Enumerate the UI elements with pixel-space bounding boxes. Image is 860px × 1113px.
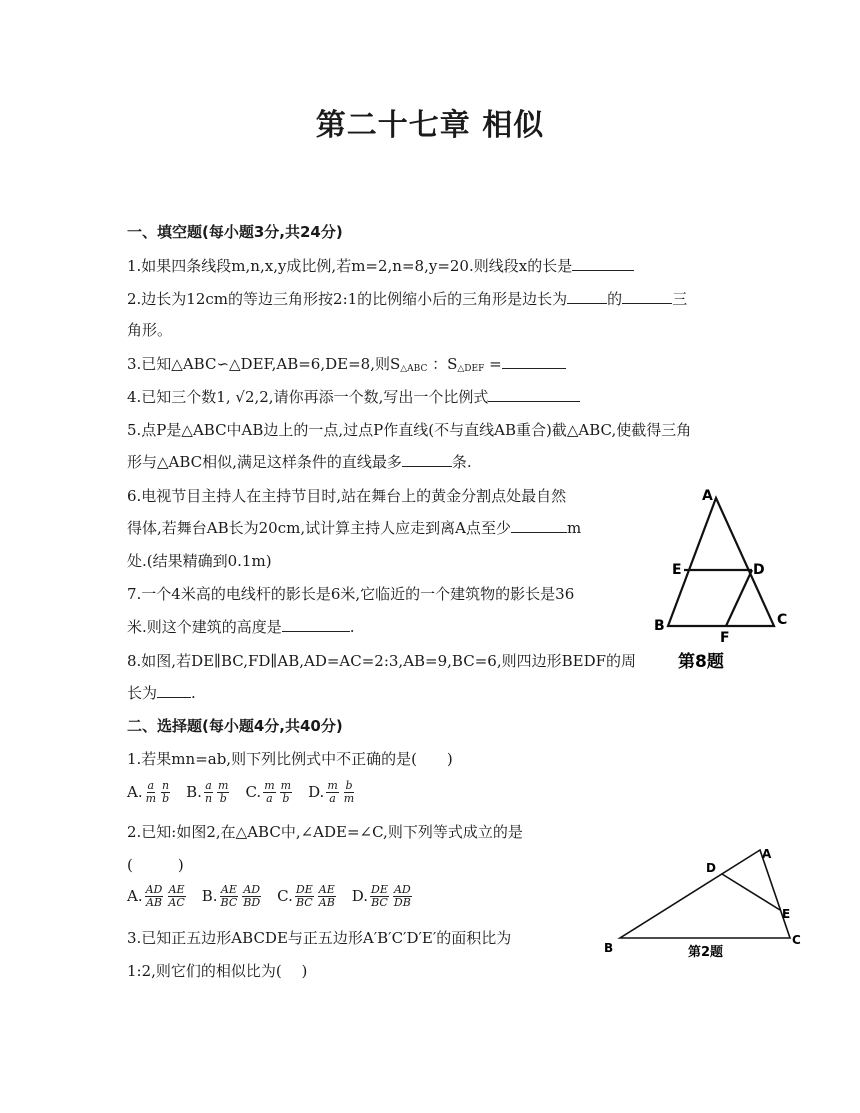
denominator: a	[266, 792, 273, 805]
figure-2-caption: 第2题	[688, 945, 724, 960]
figure-8-diagram	[640, 480, 800, 680]
denominator: BC	[220, 896, 238, 909]
fraction	[295, 884, 314, 909]
fraction	[326, 780, 338, 805]
choice-question-1-options	[127, 780, 371, 808]
label-b: B	[654, 618, 665, 634]
numerator: m	[218, 779, 229, 792]
choice-question-2-bracket: ( )	[127, 856, 184, 874]
label-f: F	[720, 630, 730, 646]
fraction	[167, 884, 185, 909]
fraction	[280, 780, 292, 805]
answer-blank[interactable]	[488, 387, 580, 402]
label-d: D	[706, 861, 716, 875]
denominator: BC	[295, 896, 313, 909]
denominator: b	[219, 792, 227, 805]
q4-text: 4.已知三个数1, √2,2,请你再添一个数,写出一个比例式	[127, 388, 489, 406]
label-b: B	[604, 941, 614, 955]
option-label: C.	[245, 782, 262, 801]
option-b[interactable]	[201, 883, 263, 909]
option-label: A.	[127, 886, 143, 905]
answer-blank[interactable]	[567, 289, 607, 304]
option-a[interactable]	[127, 883, 188, 909]
denominator: AB	[318, 896, 335, 909]
answer-blank[interactable]	[157, 683, 191, 698]
fraction	[145, 884, 164, 909]
section2-heading: 二、选择题(每小题4分,共40分)	[127, 717, 343, 735]
q2-text: 三	[672, 290, 688, 308]
fraction	[343, 780, 355, 805]
option-label: C.	[277, 886, 293, 905]
fraction	[161, 780, 170, 805]
segment-de	[722, 874, 780, 910]
figure-8-caption: 第8题	[678, 652, 724, 672]
choice-question-2: 2.已知:如图2,在△ABC中,∠ADE=∠C,则下列等式成立的是	[127, 823, 523, 841]
option-label: D.	[308, 782, 325, 801]
denominator: m	[343, 792, 355, 805]
option-label: B.	[201, 886, 218, 905]
q2-text: 2.边长为12cm的等边三角形按2:1的比例缩小后的三角形是边长为	[127, 290, 568, 308]
denominator: n	[204, 792, 213, 805]
answer-blank[interactable]	[622, 289, 672, 304]
q2-text: 的	[607, 290, 623, 308]
denominator: m	[145, 792, 157, 805]
fill-question-8: 8.如图,若DE∥BC,FD∥AB,AD=AC=2:3,AB=9,BC=6,则四边形BEDF的周	[127, 652, 636, 670]
label-c: C	[777, 612, 788, 628]
fill-question-6: 6.电视节目主持人在主持节目时,站在舞台上的黄金分割点处最自然	[127, 487, 567, 505]
denominator: b	[162, 792, 170, 805]
numerator: DE	[295, 883, 313, 896]
denominator: a	[329, 792, 336, 805]
q3-text: ：S	[427, 355, 458, 373]
choice-question-2-options	[127, 884, 428, 914]
label-a: A	[762, 847, 772, 861]
numerator: a	[147, 779, 155, 792]
fill-question-2-cont: 角形。	[127, 321, 173, 339]
fraction	[393, 884, 412, 909]
fill-question-4	[127, 387, 580, 407]
q8-text: 长为	[127, 684, 158, 702]
figure-2-diagram	[596, 842, 816, 962]
q1-text: 1.如果四条线段m,n,x,y成比例,若m=2,n=8,y=20.则线段x的长是	[127, 257, 573, 275]
fraction	[217, 780, 229, 805]
answer-blank[interactable]	[282, 617, 350, 632]
fill-question-3	[127, 354, 566, 379]
numerator: AE	[318, 883, 335, 896]
option-c[interactable]	[277, 883, 338, 909]
denominator: BC	[371, 896, 388, 909]
choice-question-3-cont: 1:2,则它们的相似比为( )	[127, 962, 308, 980]
option-label: D.	[351, 886, 369, 905]
q7-text: .	[349, 618, 355, 636]
fill-question-8-cont	[127, 683, 196, 703]
option-d[interactable]	[308, 779, 357, 805]
q3-subscript: △DEF	[457, 364, 485, 374]
fraction	[370, 884, 389, 909]
answer-blank[interactable]	[502, 354, 566, 369]
segment-df	[726, 570, 752, 626]
answer-blank[interactable]	[511, 518, 567, 533]
section1-heading: 一、填空题(每小题3分,共24分)	[127, 223, 343, 241]
option-d[interactable]	[351, 883, 414, 909]
label-c: C	[792, 933, 801, 947]
q6-text: m	[566, 519, 582, 537]
q7-text: 米.则这个建筑的高度是	[127, 618, 282, 636]
option-label: B.	[186, 782, 202, 801]
option-b[interactable]	[186, 779, 231, 805]
answer-blank[interactable]	[572, 256, 634, 271]
numerator: AE	[220, 883, 237, 896]
fraction	[145, 780, 157, 805]
fill-question-7-cont	[127, 617, 355, 637]
fill-question-1	[127, 256, 634, 276]
numerator: AE	[168, 883, 185, 896]
denominator: AC	[168, 896, 185, 909]
denominator: DB	[393, 896, 411, 909]
numerator: b	[345, 779, 353, 792]
option-a[interactable]	[127, 779, 172, 805]
numerator: n	[162, 779, 170, 792]
q8-text: .	[191, 684, 196, 702]
triangle-abc	[620, 850, 790, 938]
q3-subscript: △ABC	[400, 364, 428, 374]
page-title: 第二十七章 相似	[315, 108, 545, 143]
numerator: AD	[393, 883, 411, 896]
choice-question-3: 3.已知正五边形ABCDE与正五边形A′B′C′D′E′的面积比为	[127, 929, 512, 947]
numerator: DE	[371, 883, 388, 896]
fill-question-7: 7.一个4米高的电线杆的影长是6米,它临近的一个建筑物的影长是36	[127, 585, 575, 603]
label-d: D	[753, 562, 765, 578]
label-e: E	[782, 907, 791, 921]
q5-text: 形与△ABC相似,满足这样条件的直线最多	[127, 453, 402, 471]
numerator: m	[327, 779, 338, 792]
fraction	[204, 780, 213, 805]
q6-text: 得体,若舞台AB长为20cm,试计算主持人应走到离A点至少	[127, 519, 511, 537]
fill-question-6-cont	[127, 518, 581, 538]
answer-blank[interactable]	[402, 452, 452, 467]
fill-question-6-cont: 处.(结果精确到0.1m)	[127, 552, 272, 570]
q3-text: =	[484, 355, 502, 373]
numerator: AD	[145, 883, 163, 896]
option-c[interactable]	[245, 779, 294, 805]
fraction	[242, 884, 261, 909]
choice-question-1: 1.若果mn=ab,则下列比例式中不正确的是( )	[127, 750, 453, 768]
option-label: A.	[127, 782, 143, 801]
fill-question-5: 5.点P是△ABC中AB边上的一点,过点P作直线(不与直线AB重合)截△ABC,使截得三角	[127, 421, 692, 439]
denominator: b	[282, 792, 290, 805]
denominator: BD	[243, 896, 261, 909]
fraction	[220, 884, 239, 909]
numerator: AD	[243, 883, 261, 896]
label-e: E	[672, 562, 682, 578]
numerator: m	[264, 779, 275, 792]
numerator: m	[280, 779, 292, 792]
fraction	[263, 780, 275, 805]
q5-text: 条.	[451, 453, 472, 471]
q3-text: 3.已知△ABC∽△DEF,AB=6,DE=8,则S	[127, 355, 401, 373]
denominator: AB	[145, 896, 162, 909]
label-a: A	[702, 488, 713, 504]
fill-question-5-cont	[127, 452, 472, 472]
fill-question-2	[127, 289, 687, 309]
fraction	[318, 884, 336, 909]
numerator: a	[205, 779, 212, 792]
